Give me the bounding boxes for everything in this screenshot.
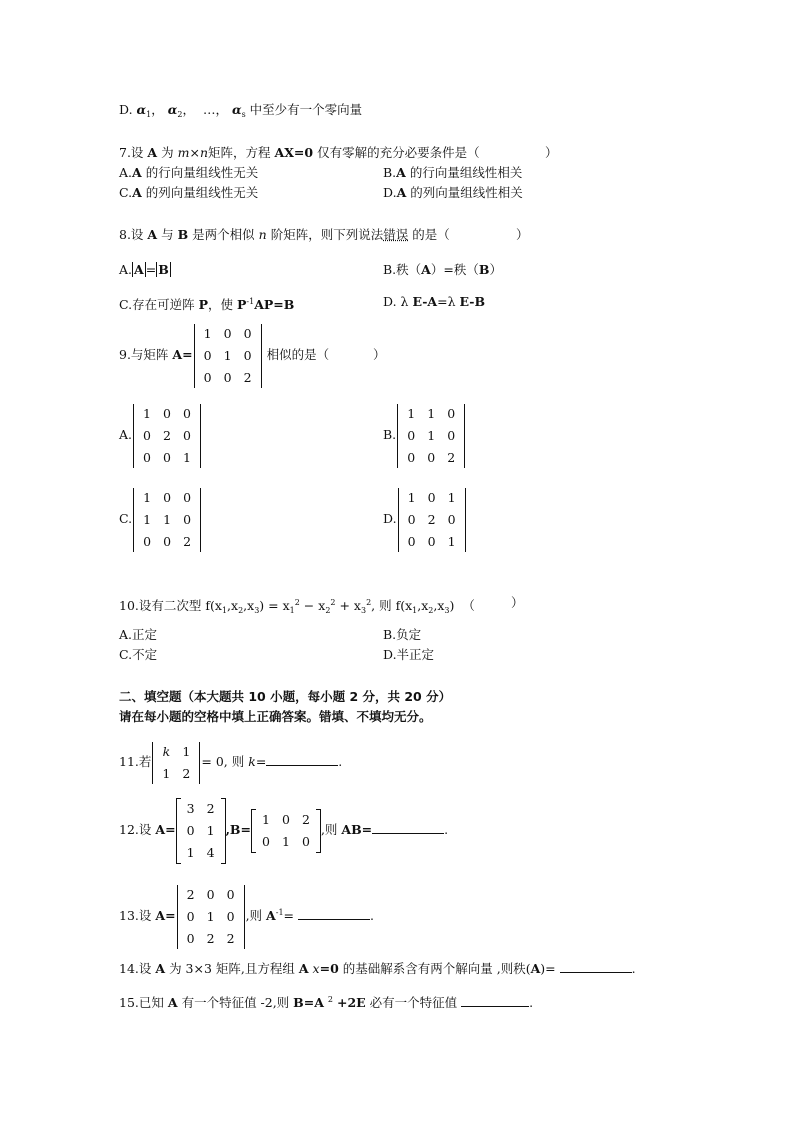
matrix-cell: 0 (226, 908, 235, 924)
matrix-row (181, 928, 241, 950)
matrix-cell: 2 (301, 811, 310, 827)
matrix-cell: 1 (447, 533, 456, 549)
matrix-cell: 0 (143, 449, 151, 465)
matrix-cell: 0 (281, 811, 290, 827)
q10-option-c: C.不定 (119, 647, 158, 662)
q14: 14.设 A 为 3×3 矩阵,且方程组 A x=0 的基础解系含有两个解向量 ,则秩(A)= . (119, 961, 636, 976)
matrix (132, 487, 202, 553)
matrix-cell: 1 (206, 908, 215, 924)
matrix (396, 403, 466, 469)
matrix (251, 809, 321, 853)
matrix-row (256, 831, 316, 853)
matrix-cell: 1 (182, 743, 191, 759)
matrix-cell: 2 (163, 427, 171, 443)
matrix-row (181, 820, 221, 842)
matrix-cell: 1 (407, 405, 416, 421)
matrix-row (137, 531, 197, 553)
q9-paren-close: ） (373, 347, 386, 362)
matrix-cell: 1 (223, 347, 232, 363)
q7-option-d: D.A 的列向量组线性相关 (383, 185, 523, 200)
matrix-row (402, 509, 462, 531)
q9-option-b: B. 1 1 0 0 1 0 0 0 2 (383, 402, 466, 469)
q12: 12.设 A= 3 2 0 1 1 4 ,B= 1 0 2 0 1 0 ,则 AB= . (119, 797, 448, 864)
matrix-cell: 0 (407, 449, 416, 465)
matrix-cell: 0 (407, 511, 416, 527)
matrix-row (402, 487, 462, 509)
matrix-cell: 1 (183, 449, 191, 465)
matrix-cell: 1 (407, 489, 416, 505)
q7-option-a: A.A 的行向量组线性无关 (119, 165, 259, 180)
matrix-cell: 1 (162, 765, 171, 781)
matrix-cell: 0 (186, 930, 195, 946)
q8-option-a: A. A = B (119, 262, 169, 277)
matrix-cell: 0 (447, 511, 456, 527)
matrix-row (198, 367, 258, 389)
q10-option-b: B.负定 (383, 627, 422, 642)
q8-option-d: D. λ E-A=λ E-B (383, 294, 486, 309)
matrix-cell: 0 (261, 833, 270, 849)
matrix-cell: 2 (243, 369, 252, 385)
matrix-row (137, 425, 197, 447)
matrix-cell: 0 (301, 833, 310, 849)
matrix-row (137, 509, 197, 531)
matrix-cell: 0 (226, 886, 235, 902)
matrix-cell: 0 (163, 449, 171, 465)
q7-stem: 7.设 A 为 m×n矩阵，方程 AX=0 仅有零解的充分必要条件是（ (119, 145, 480, 160)
matrix (397, 487, 467, 553)
matrix-row (181, 842, 221, 864)
q8-option-c: C.存在可逆阵 P，使 $P^{-1}AP=B$ (119, 297, 295, 312)
determinant (151, 741, 201, 785)
q10-option-d: D.半正定 (383, 647, 435, 662)
matrix-cell: 1 (163, 511, 172, 527)
matrix-row (198, 323, 258, 345)
q8-stem: 8.设 A 与 B 是两个相似 n 阶矩阵，则下列说法错误 的是（ (119, 227, 450, 242)
q7-paren-close: ） (545, 145, 558, 160)
matrix-cell: 0 (163, 533, 172, 549)
matrix-cell: 0 (407, 533, 416, 549)
section-title: 二、填空题（本大题共 10 小题，每小题 2 分，共 20 分） (119, 689, 452, 704)
matrix (193, 323, 263, 389)
matrix-cell: 1 (186, 844, 195, 860)
matrix-row (256, 809, 316, 831)
matrix-cell: 1 (143, 405, 151, 421)
matrix-cell: 2 (226, 930, 235, 946)
matrix-cell: 0 (163, 489, 172, 505)
matrix-cell: 0 (243, 325, 252, 341)
matrix-cell: 0 (206, 886, 215, 902)
q8-option-b: B.秩（A）=秩（B） (383, 262, 502, 277)
q9-option-d: D. 1 0 1 0 2 0 0 0 1 (383, 486, 467, 553)
matrix-row (198, 345, 258, 367)
matrix-cell: 2 (182, 765, 191, 781)
matrix-cell: 0 (427, 489, 436, 505)
matrix-row (156, 763, 196, 785)
q7-option-c: C.A 的列向量组线性无关 (119, 185, 259, 200)
matrix-row (401, 447, 461, 469)
answer-blank[interactable] (372, 821, 444, 834)
q9-stem: 9.与矩阵 A= 1 0 0 0 1 0 0 0 2 相似的是（ (119, 322, 329, 389)
matrix-cell: 0 (186, 822, 195, 838)
matrix-cell: 0 (186, 908, 195, 924)
q11: 11.若 k 1 1 2 = 0, 则 k= . (119, 740, 342, 785)
answer-blank[interactable] (560, 960, 632, 973)
matrix-row (181, 884, 241, 906)
matrix-cell: 0 (203, 369, 212, 385)
matrix-cell: 2 (447, 449, 456, 465)
matrix-cell: 0 (243, 347, 252, 363)
q10-option-a: A.正定 (119, 627, 158, 642)
matrix-row (401, 425, 461, 447)
matrix-cell: 0 (183, 489, 192, 505)
answer-blank[interactable] (298, 907, 370, 920)
matrix-row (181, 906, 241, 928)
answer-blank[interactable] (461, 994, 529, 1007)
matrix-row (156, 741, 196, 763)
matrix-cell: 2 (206, 930, 215, 946)
matrix-cell: 0 (163, 405, 171, 421)
matrix-row (137, 447, 197, 469)
matrix-cell: 1 (261, 811, 270, 827)
matrix-cell: 0 (143, 427, 151, 443)
matrix-cell: 0 (447, 405, 456, 421)
matrix-row (181, 798, 221, 820)
matrix-cell: 0 (223, 369, 232, 385)
matrix-row (401, 403, 461, 425)
q10-stem: 10.设有二次型 $f(x_1,x_2,x_3) = x_1^2 - x_2^2 + x_3^2$, 则 $f(x_1,x_2,x_3)$ （ (119, 598, 475, 615)
matrix-row (137, 487, 197, 509)
matrix-cell: 1 (281, 833, 290, 849)
matrix-cell: 0 (427, 533, 436, 549)
answer-blank[interactable] (266, 753, 338, 766)
matrix-cell: 2 (206, 800, 215, 816)
matrix-cell: 0 (427, 449, 436, 465)
matrix-cell: 2 (427, 511, 436, 527)
q9-option-a: A. 1 0 0 0 2 0 0 0 1 (119, 402, 202, 469)
matrix-cell: 1 (143, 489, 152, 505)
matrix-cell: k (162, 743, 171, 759)
matrix (132, 403, 202, 469)
matrix-cell: 0 (183, 511, 192, 527)
matrix-cell: 1 (447, 489, 456, 505)
matrix (176, 884, 246, 950)
matrix-cell: 0 (183, 405, 191, 421)
q6-option-d: D. $\alpha_1$， $\alpha_2$， …， $\alpha_s$ 中至少有一个零向量 (119, 102, 363, 119)
matrix-row (402, 531, 462, 553)
matrix-cell: 2 (183, 533, 192, 549)
matrix-cell: 0 (223, 325, 232, 341)
section-instructions: 请在每小题的空格中填上正确答案。错填、不填均无分。 (119, 709, 432, 724)
matrix-cell: 0 (203, 347, 212, 363)
matrix-row (137, 403, 197, 425)
matrix-cell: 0 (183, 427, 191, 443)
matrix-cell: 2 (186, 886, 195, 902)
matrix-cell: 1 (427, 427, 436, 443)
matrix-cell: 0 (143, 533, 152, 549)
q8-paren-close: ） (516, 227, 529, 242)
matrix-cell: 0 (407, 427, 416, 443)
q10-paren-close: ） (511, 595, 524, 610)
matrix-cell: 1 (203, 325, 212, 341)
matrix-cell: 0 (447, 427, 456, 443)
q13: 13.设 A= 2 0 0 0 1 0 0 2 2 ,则 $A^{-1}=$ . (119, 880, 374, 950)
matrix-cell: 1 (143, 511, 152, 527)
q15: 15.已知 A 有一个特征值 -2,则 B=A $^2$ +2E 必有一个特征值 . (119, 995, 534, 1010)
matrix-cell: 1 (206, 822, 215, 838)
matrix-cell: 4 (206, 844, 215, 860)
q9-option-c: C. 1 0 0 1 1 0 0 0 2 (119, 486, 202, 553)
matrix-cell: 1 (427, 405, 436, 421)
q7-option-b: B.A 的行向量组线性相关 (383, 165, 523, 180)
matrix-cell: 3 (186, 800, 195, 816)
matrix (176, 798, 226, 864)
